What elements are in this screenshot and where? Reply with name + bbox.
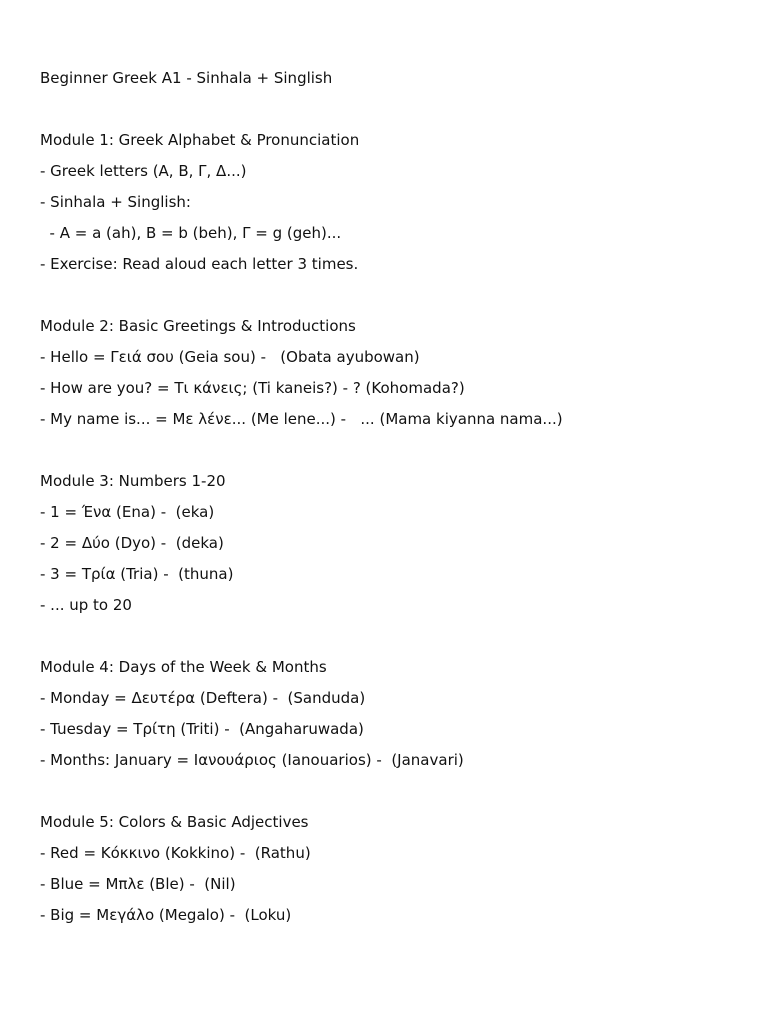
module-3-line: - 2 = Δύο (Dyo) - (deka) xyxy=(40,534,224,552)
module-5-heading: Module 5: Colors & Basic Adjectives xyxy=(40,813,309,831)
module-3-line: - 3 = Τρία (Tria) - (thuna) xyxy=(40,565,234,583)
module-1-heading: Module 1: Greek Alphabet & Pronunciation xyxy=(40,131,360,149)
module-1-line: - Α = a (ah), Β = b (beh), Γ = g (geh)... xyxy=(40,224,342,242)
module-2-line: - How are you? = Τι κάνεις; (Ti kaneis?) - ? (Kohomada?) xyxy=(40,379,465,397)
module-2-line: - Hello = Γειά σου (Geia sou) - (Obata ayubowan) xyxy=(40,348,420,366)
module-4-line: - Monday = Δευτέρα (Deftera) - (Sanduda) xyxy=(40,689,366,707)
module-1-line: - Greek letters (Α, Β, Γ, Δ...) xyxy=(40,162,247,180)
module-3-line: - 1 = Ένα (Ena) - (eka) xyxy=(40,503,215,521)
module-4-line: - Tuesday = Τρίτη (Triti) - (Angaharuwada) xyxy=(40,720,364,738)
module-3-line: - ... up to 20 xyxy=(40,596,132,614)
module-2-heading: Module 2: Basic Greetings & Introductions xyxy=(40,317,356,335)
module-5-line: - Red = Κόκκινο (Kokkino) - (Rathu) xyxy=(40,844,311,862)
module-3-heading: Module 3: Numbers 1-20 xyxy=(40,472,226,490)
document-title: Beginner Greek A1 - Sinhala + Singlish xyxy=(40,69,333,87)
module-1-line: - Sinhala + Singlish: xyxy=(40,193,191,211)
module-4-heading: Module 4: Days of the Week & Months xyxy=(40,658,327,676)
module-2-line: - My name is... = Με λένε... (Me lene...) - ... (Mama kiyanna nama...) xyxy=(40,410,563,428)
module-4-line: - Months: January = Ιανουάριος (Ianouarios) - (Janavari) xyxy=(40,751,464,769)
module-1-line: - Exercise: Read aloud each letter 3 times. xyxy=(40,255,359,273)
module-5-line: - Blue = Μπλε (Ble) - (Nil) xyxy=(40,875,236,893)
module-5-line: - Big = Μεγάλο (Megalo) - (Loku) xyxy=(40,906,292,924)
